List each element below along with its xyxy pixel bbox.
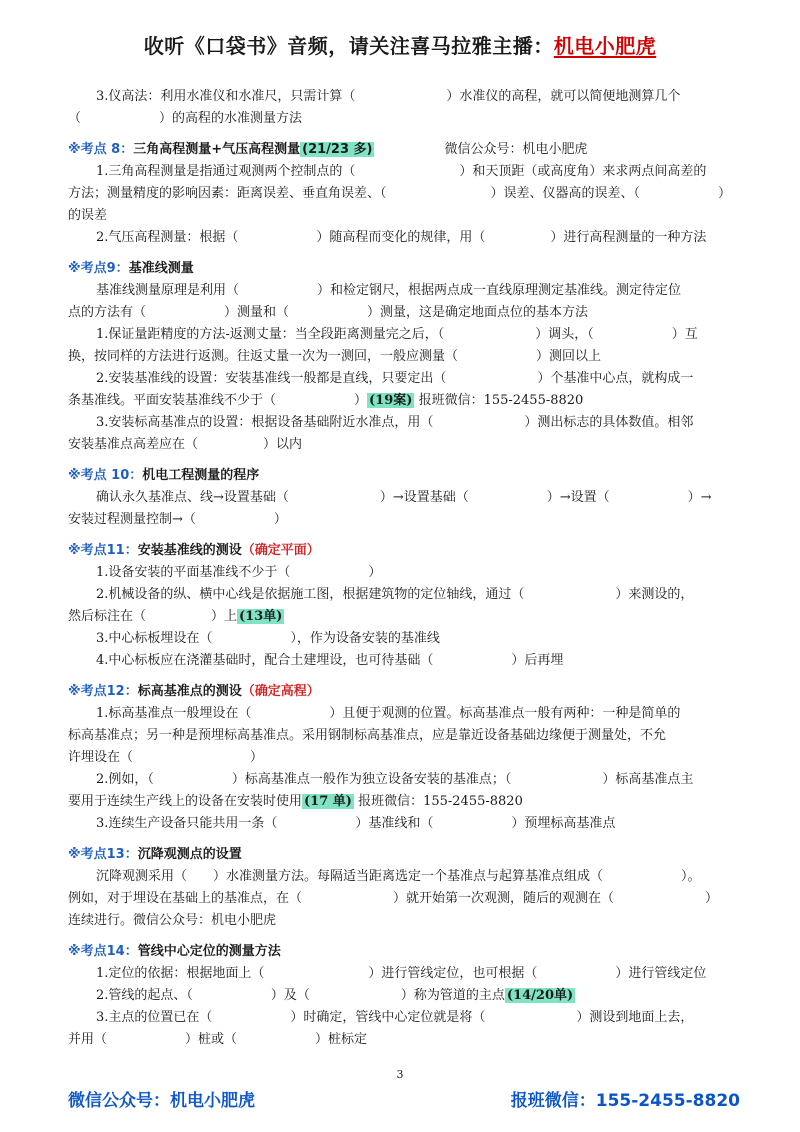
- section-tag: ※考点 8：: [68, 142, 134, 157]
- text-line: [68, 985, 740, 1007]
- page-footer: [68, 1086, 740, 1112]
- section-tag: ※考点 10：: [68, 468, 143, 483]
- text-line: 确认永久基准点、线→设置基础（ ）→设置基础（ ）→设置（ ）→: [96, 490, 712, 505]
- text-line: 1.保证量距精度的方法-返测丈量：当全段距离测量完之后，（ ）调头，（ ）互: [96, 327, 698, 342]
- text-line: 点的方法有（ ）测量和（ ）测量，这是确定地面点位的基本方法: [68, 305, 589, 320]
- section-title: 安装基准线的测设: [137, 543, 242, 558]
- section-title: 机电工程测量的程序: [142, 468, 260, 483]
- text-line: 2.安装基准线的设置：安装基准线一般都是直线，只要定出（ ）个基准中心点，就构成一: [96, 371, 694, 386]
- text-line: （ ）的高程的水准测量方法: [68, 111, 303, 126]
- text-line: 1.设备安装的平面基准线不少于（ ）: [96, 565, 382, 580]
- text-line: 标高基准点；另一种是预埋标高基准点。采用钢制标高基准点，应是靠近设备基础边缘便于测量处，不允: [68, 728, 667, 743]
- text-line: 1.三角高程测量是指通过观测两个控制点的（ ）和天顶距（或高度角）来求两点间高差的: [96, 164, 707, 179]
- text-line: 例如，对于埋设在基础上的基准点，在（ ）就开始第一次观测，随后的观测在（ ）: [68, 891, 719, 906]
- text-line: 的误差: [68, 208, 108, 223]
- text-line: 许埋设在（ ）: [68, 750, 264, 765]
- text-line: 1.标高基准点一般埋设在（ ）且便于观测的位置。标高基准点一般有两种：一种是简单的: [96, 706, 681, 721]
- text-line: 2.机械设备的纵、横中心线是依据施工图，根据建筑物的定位轴线，通过（ ）来测设的，: [96, 587, 694, 602]
- section-heading-14: [68, 941, 740, 963]
- section-title: 基准线测量: [128, 261, 194, 276]
- text-line: 方法；测量精度的影响因素：距离误差、垂直角误差、（ ）误差、仪器高的误差、（ ）: [68, 186, 732, 201]
- text-line: 3.安装标高基准点的设置：根据设备基础附近水准点，用（ ）测出标志的具体数值。相邻: [96, 415, 694, 430]
- text-segment: 要用于连续生产线上的设备在安装时使用: [68, 794, 303, 809]
- page-number: 3: [396, 1068, 404, 1081]
- section-heading-12: [68, 681, 740, 703]
- section-tag: ※考点9：: [68, 261, 129, 276]
- wechat-note: 微信公众号：机电小肥虎: [444, 142, 588, 157]
- section-heading-9: [68, 258, 740, 280]
- text-line: 2.例如，（ ）标高基准点一般作为独立设备安装的基准点；（ ）标高基准点主: [96, 772, 694, 787]
- text-line: 4.中心标板应在浇灌基础时，配合土建埋设，也可待基础（ ）后再埋: [96, 653, 564, 668]
- section-tag: ※考点11：: [68, 543, 138, 558]
- section-title: 沉降观测点的设置: [137, 847, 242, 862]
- footer-wechat-account: 微信公众号：机电小肥虎: [68, 1091, 255, 1111]
- header-anchor-name[interactable]: 机电小肥虎: [553, 34, 657, 58]
- section-note: （确定平面）: [241, 543, 320, 558]
- highlight-badge: (19案): [369, 393, 413, 408]
- highlight-badge: (21/23 多): [302, 142, 373, 157]
- text-line: 基准线测量原理是利用（ ）和检定钢尺，根据两点成一直线原理测定基准线。测定待定位: [96, 283, 682, 298]
- text-line: [68, 606, 740, 628]
- text-line: [68, 390, 740, 412]
- section-heading-10: [68, 465, 740, 487]
- text-line: 连续进行。微信公众号：机电小肥虎: [68, 913, 277, 928]
- section-heading-13: [68, 844, 740, 866]
- section-tag: ※考点14：: [68, 944, 138, 959]
- section-title: 标高基准点的测设: [137, 684, 242, 699]
- text-line: 安装基准点高差应在（ ）以内: [68, 437, 303, 452]
- text-line: 安装过程测量控制→（ ）: [68, 512, 287, 527]
- highlight-badge: (14/20单): [506, 988, 574, 1003]
- text-segment: 条基准线。平面安装基准线不少于（ ）: [68, 393, 368, 408]
- section-title: 管线中心定位的测量方法: [137, 944, 281, 959]
- header-prefix: 收听《口袋书》音频，请关注喜马拉雅主播：: [143, 34, 554, 58]
- text-line: 3.仪高法：利用水准仪和水准尺，只需计算（ ）水准仪的高程，就可以简便地测算几个: [96, 89, 681, 104]
- section-heading-8: [68, 139, 740, 161]
- highlight-badge: (13单): [239, 609, 283, 624]
- text-line: [68, 791, 740, 813]
- text-line: 3.中心标板埋设在（ ），作为设备安装的基准线: [96, 631, 440, 646]
- text-line: 3.连续生产设备只能共用一条（ ）基准线和（ ）预埋标高基准点: [96, 816, 616, 831]
- text-line: 沉降观测采用（ ）水准测量方法。每隔适当距离选定一个基准点与起算基准点组成（ ）。: [96, 869, 701, 884]
- section-note: （确定高程）: [241, 684, 320, 699]
- text-segment: 报班微信：155-2455-8820: [418, 393, 584, 408]
- text-segment: 报班微信：155-2455-8820: [358, 794, 523, 809]
- highlight-badge: (17 单): [304, 794, 352, 809]
- text-line: 2.气压高程测量：根据（ ）随高程而变化的规律，用（ ）进行高程测量的一种方法: [96, 230, 707, 245]
- section-heading-11: [68, 540, 740, 562]
- text-segment: 2.管线的起点、（ ）及（ ）称为管道的主点: [96, 988, 505, 1003]
- document-body: [68, 86, 740, 1051]
- text-line: 3.主点的位置已在（ ）时确定，管线中心定位就是将（ ）测设到地面上去，: [96, 1010, 694, 1025]
- section-tag: ※考点12：: [68, 684, 138, 699]
- footer-contact: 报班微信：155-2455-8820: [510, 1091, 740, 1111]
- text-segment: 然后标注在（ ）上: [68, 609, 238, 624]
- text-line: 换，按同样的方法进行返测。往返丈量一次为一测回，一般应测量（ ）测回以上: [68, 349, 602, 364]
- text-line: 1.定位的依据：根据地面上（ ）进行管线定位，也可根据（ ）进行管线定位: [96, 966, 707, 981]
- section-tag: ※考点13：: [68, 847, 138, 862]
- section-title: 三角高程测量+气压高程测量: [133, 142, 301, 157]
- page-header: [0, 30, 800, 59]
- text-line: 并用（ ）桩或（ ）桩标定: [68, 1032, 368, 1047]
